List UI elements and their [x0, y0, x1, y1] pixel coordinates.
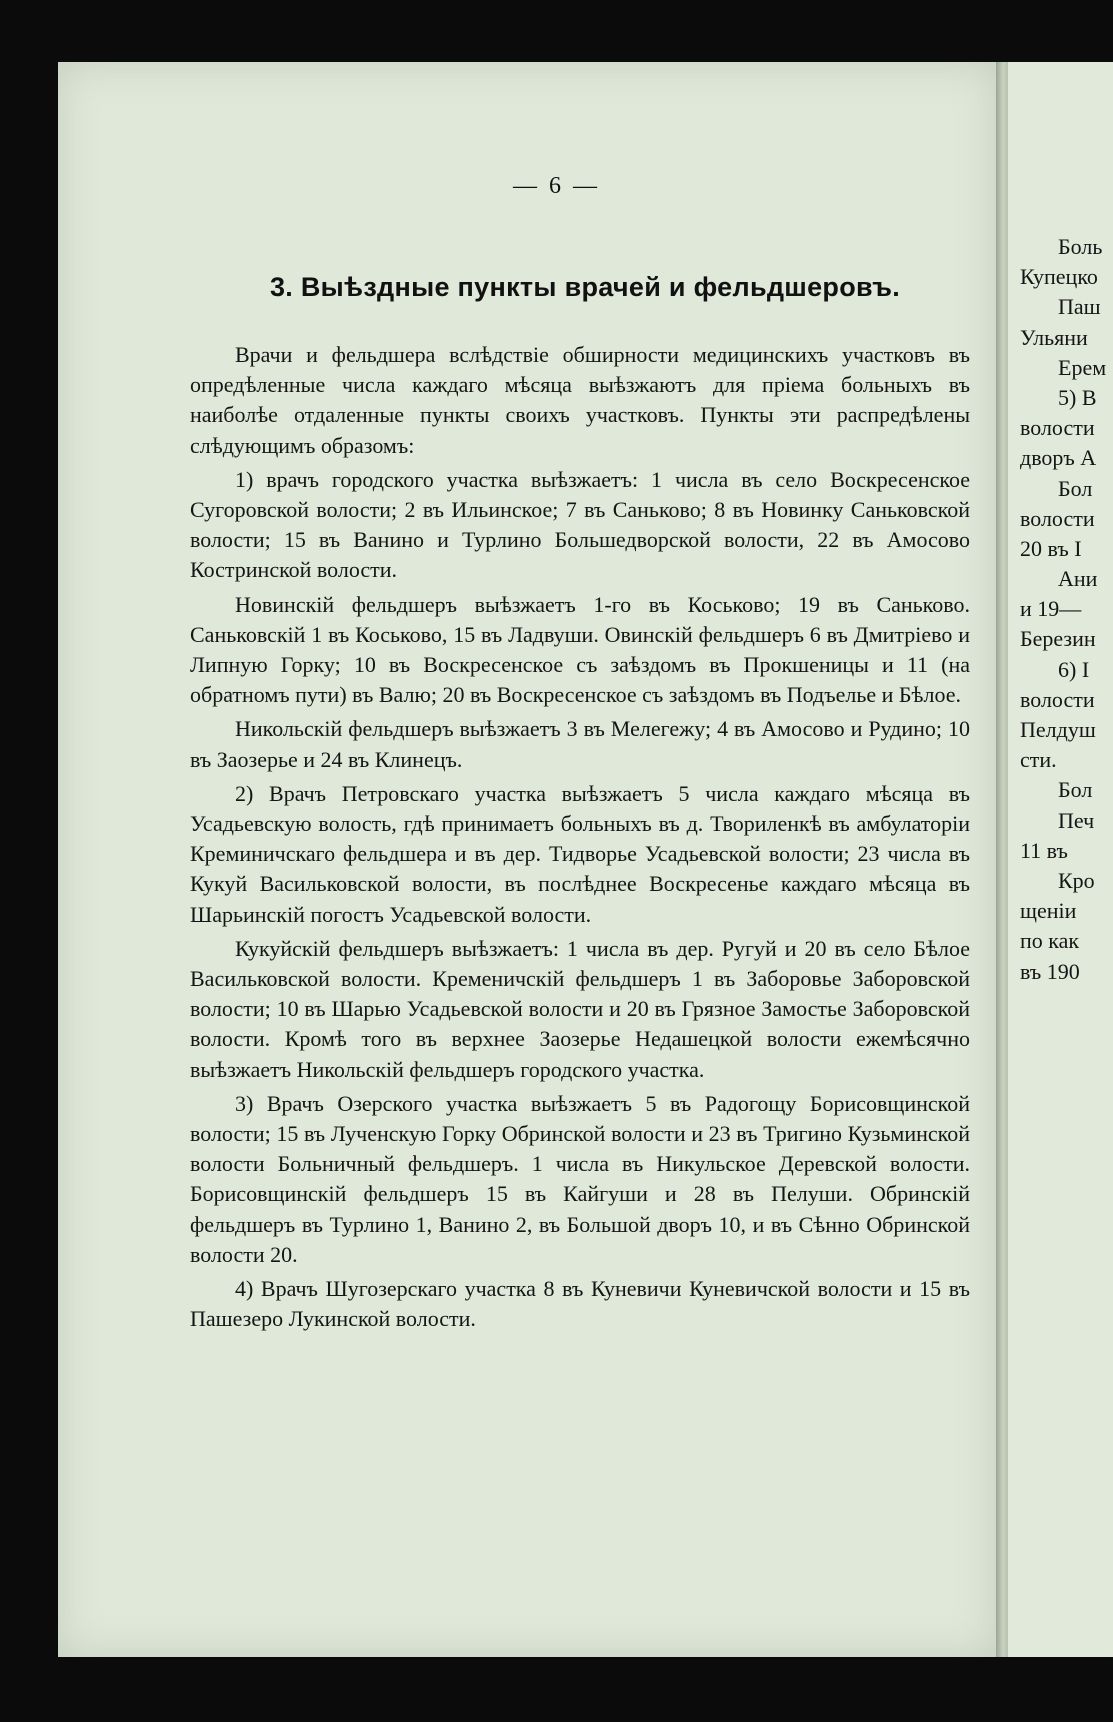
facing-line: волости	[1020, 505, 1095, 531]
facing-line: по как	[1020, 928, 1080, 954]
facing-line: дворъ А	[1020, 445, 1097, 471]
facing-line: Печ	[1058, 807, 1095, 833]
facing-line: Березин	[1020, 626, 1096, 652]
facing-line: 6) І	[1058, 656, 1090, 682]
section-heading: 3. Выѣздные пункты врачей и фельдшеровъ.	[269, 272, 901, 302]
facing-line: Пелдуш	[1020, 717, 1096, 742]
facing-line: и 19—	[1020, 596, 1082, 622]
facing-line: щеніи	[1020, 898, 1077, 924]
paragraph: 4) Врачъ Шугозерскаго участка 8 въ Куневичи Куневичской волости и 15 въ Пашезеро Лукинской волости.	[190, 1276, 970, 1332]
facing-line: Ерем	[1058, 354, 1107, 380]
facing-line: Кро	[1058, 867, 1095, 893]
facing-line: 11 въ	[1020, 837, 1068, 863]
page-number: — 6 —	[513, 173, 600, 199]
paragraph: 3) Врачъ Озерского участка выѣзжаетъ 5 въ Радогощу Борисовщинской волости; 15 въ Лученскую Горку Обринской волости и 23 въ Тригино Кузьминской волости Больничный фельдшеръ. 1 числа въ Никульское Деревской волости. Борисовщинскій фельдшеръ 15 въ Кайгуши и 28 въ Пелуши. Обринскій фельдшеръ въ Турлино 1, Ванино 2, въ Большой дворъ 10, и въ Сѣнно Обринской волости 20.	[190, 1090, 970, 1267]
paragraph: Кукуйскій фельдшеръ выѣзжаетъ: 1 числа въ дер. Ругуй и 20 въ село Бѣлое Васильковской волости. Кременичскій фельдшеръ 1 въ Заборовье Заборовской волости; 10 въ Шарью Усадьевской волости и 20 въ Грязное Замостье Заборовской волости. Кромѣ того въ верхнее Заозерье Недашецкой волости ежемѣсячно выѣзжаетъ Никольскій фельдшеръ городского участка.	[190, 935, 970, 1082]
facing-line: Бол	[1058, 475, 1093, 501]
facing-line: Ульяни	[1020, 324, 1088, 350]
facing-line: въ 190	[1020, 958, 1080, 984]
facing-line: 20 въ І	[1020, 535, 1082, 561]
facing-line: Боль	[1058, 234, 1103, 259]
facing-line: 5) В	[1058, 384, 1097, 410]
facing-line: волости	[1020, 686, 1095, 712]
paragraph: Врачи и фельдшера вслѣдствіе обширности медицинскихъ участковъ въ опредѣленные числа каждаго мѣсяца выѣзжаютъ для пріема больныхъ въ наиболѣе отдаленные пункты своихъ участковъ. Пункты эти распредѣлены слѣдующимъ образомъ:	[190, 342, 970, 458]
paragraph: 1) врачъ городского участка выѣзжаетъ: 1 числа въ село Воскресенское Сугоровской волости; 2 въ Ильинское; 7 въ Саньково; 8 въ Новинку Саньковской волости; 15 въ Ванино и Турлино Большедворской волости, 22 въ Амосово Костринской волости.	[190, 466, 970, 583]
facing-line: Бол	[1058, 777, 1093, 803]
facing-line: Паш	[1058, 294, 1101, 320]
facing-line: волости	[1020, 415, 1095, 441]
paragraph: 2) Врачъ Петровскаго участка выѣзжаетъ 5 числа каждаго мѣсяца въ Усадьевскую волость, гдѣ принимаетъ больныхъ въ д. Твориленкѣ въ амбулаторіи Креминичскаго фельдшера и въ дер. Тидворье Усадьевской волости; 23 числа въ Кукуй Васильковской волости, въ послѣднее Воскресенье каждаго мѣсяца въ Шарьинскій погостъ Усадьевской волости.	[190, 780, 970, 927]
facing-line: Ани	[1058, 566, 1098, 592]
facing-line: сти.	[1020, 747, 1057, 773]
body-text	[190, 340, 970, 1339]
paragraph: Никольскій фельдшеръ выѣзжаетъ 3 въ Мелегежу; 4 въ Амосово и Рудино; 10 въ Заозерье и 24 въ Клинецъ.	[190, 716, 970, 772]
facing-page-text	[1020, 232, 1113, 987]
paragraph: Новинскій фельдшеръ выѣзжаетъ 1-го въ Коськово; 19 въ Саньково. Саньковскій 1 въ Коськово, 15 въ Ладвуши. Овинскій фельдшеръ 6 въ Дмитріево и Липную Горку; 10 въ Воскресенское съ заѣздомъ въ Прокшеницы и 11 (на обратномъ пути) въ Валю; 20 въ Воскресенское съ заѣздомъ въ Подъелье и Бѣлое.	[190, 591, 970, 708]
facing-line: Купецко	[1020, 264, 1098, 290]
